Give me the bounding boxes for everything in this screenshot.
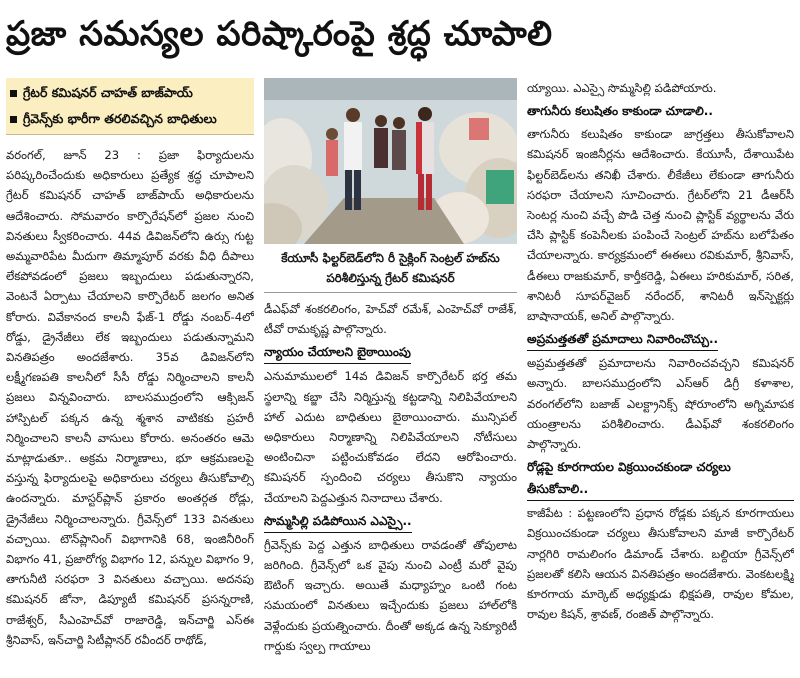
highlight-text: గ్రీవెన్స్‌కు భారీగా తరలివచ్చిన బాధితులు bbox=[23, 111, 217, 126]
article-body-left: వరంగల్, జూన్ 23 : ప్రజా ఫిర్యాదులను పరిష్కరించేందుకు అధికారులు ప్రత్యేక శ్రద్ధ చూపాలని గ్రేటర్ కమిషనర్ చాహత్ బాజ్‌పాయ్ అధికారులను ఆదేశించారు. సోమవారం కార్పొరేషన్‌లో ప్రజల నుంచి వినతులు స్వీకరించారు. 44వ డివిజన్‌లోని ఉర్సు గుట్ట అమ్మవారిపేట మీదుగా తిమ్మాపూర్ వరకు వీధి దీపాలు లేకపోవడంలో ప్రజలు ఇబ్బందులు పడుతున్నారని, వెంటనే ఏర్పాటు చేయాలని కార్పొరేటర్ జలగం అనిత కోరారు. వివేకానంద కాలనీ ఫేజ్-1 రోడ్డు నంబర్-4లో రోడ్డు, డ్రైనేజీలు లేక ఇబ్బందులు పడుతున్నామని వినతిపత్రం అందజేశారు. 35వ డివిజన్‌లోని లక్ష్మీగణపతి కాలనీలో సీసీ రోడ్డు నిర్మించాలని కాలనీ ప్రజలు విన్నవించారు. బాలసముద్రంలోని ఆక్సిజన్ హాస్పిటల్ పక్కన ఉన్న శ్మశాన వాటికకు ప్రహరీ నిర్మించాలని కాలనీ వాసులు కోరారు. అనంతరం ఆమె మాట్లాడుతూ.. అక్రమ నిర్మాణాలు, భూ ఆక్రమణలపై వస్తున్న ఫిర్యాదులపై అధికారులు చర్యలు తీసుకోవాల్సి ఉందన్నారు. మాస్టర్‌ప్లాన్ ప్రకారం అంతర్గత రోడ్లు, డ్రైనేజీలు నిర్మించాలన్నారు. గ్రీవెన్స్‌లో 133 వినతులు వచ్చాయి. టౌన్‌ప్లానింగ్ విభాగానికి 68, ఇంజినీరింగ్ విభాగం 41, ప్రజారోగ్య విభాగం 12, పన్నుల విభాగం 9, తాగునీటి సరఫరా 3 వినతులు వచ్చాయి. అదనపు కమిషనర్ జోనా, డిప్యూటీ కమిషనర్ ప్రసన్నరాణి, రాజేశ్వర్, సీఎంహెచ్‌వో రాజారెడ్డి, ఇన్‌చార్జి ఎస్‌ఈ శ్రీనివాస్, ఇన్‌చార్జి సిటీప్లానర్ రవీందర్ రాథోడ్, bbox=[6, 148, 254, 647]
article-body-right-3: అప్రమత్తతతో ప్రమాదాలను నివారించవచ్చని కమిషనర్ అన్నారు. బాలసముద్రంలోని ఎస్‌ఆర్ డిగ్రీ కళాశాల, వరంగల్‌లోని బజాజ్ ఎలక్ట్రానిక్స్ షోరూంలోని అగ్నిమాపక యంత్రాలను పరిశీలించారు. డీఎఫ్‌వో శంకరలింగం పాల్గొన్నారు. bbox=[527, 356, 794, 452]
subheading: న్యాయం చేయాలని బైఠాయింపు bbox=[264, 341, 411, 364]
highlight-item bbox=[10, 80, 250, 106]
right-column bbox=[527, 78, 794, 672]
article-body-right-2: తాగునీరు కలుషితం కాకుండా జాగ్రత్తలు తీసుకోవాలని కమిషనర్ ఇంజినీర్లను ఆదేశించారు. కేయూసీ, దేశాయిపేట ఫిల్టర్‌బెడ్‌లను తనిఖీ చేశారు. లీకేజీలు లేకుండా తాగునీరు సరఫరా చేయాలని సూచించారు. గ్రేటర్‌లోని 21 డీఆర్‌సీ సెంటర్ల నుంచి వచ్చే పొడి చెత్త నుంచి ప్లాస్టిక్ వ్యర్థాలను వేరు చేసి ప్లాస్టిక్ కంపెనీలకు పంపించే సెంట్రల్ హబ్‌ను బలోపేతం చేయాలన్నారు. కార్యక్రమంలో ఈఈలు రవికుమార్, శ్రీనివాస్, డీఈలు రాజకుమార్, కార్తీకరెడ్డి, ఏఈలు హరికుమార్, సరిత, శానిటరీ సూపర్‌వైజర్ నరేందర్, శానిటరీ ఇన్‌స్పెక్టర్లు బాషానాయక్, అనిల్ పాల్గొన్నారు. bbox=[527, 127, 794, 324]
square-bullet-icon bbox=[10, 90, 17, 97]
subheading: తాగునీరు కలుషితం కాకుండా చూడాలి.. bbox=[527, 104, 713, 119]
subheading: రోడ్లపై కూరగాయల విక్రయించకుండా చర్యలు తీసుకోవాలి.. bbox=[527, 456, 794, 501]
square-bullet-icon bbox=[10, 116, 17, 123]
subheading: అప్రమత్తతతో ప్రమాదాలు నివారించొచ్చు.. bbox=[527, 328, 718, 351]
photo-caption: కేయూసీ ఫిల్టర్‌బెడ్‌లోని రీ సైక్లింగ్ సెంట్రల్ హబ్‌ను పరిశీలిస్తున్న గ్రేటర్ కమిషనర్ bbox=[264, 244, 517, 293]
highlight-item bbox=[10, 106, 250, 132]
left-column bbox=[6, 78, 254, 672]
highlights-box bbox=[6, 78, 254, 135]
article-body-right-4: కాజీపేట : పట్టణంలోని ప్రధాన రోడ్లకు పక్కన కూరగాయలు విక్రయించకుండా చర్యలు తీసుకోవాలని మాజీ కార్పొరేటర్ నార్లగిరి రామలింగం డిమాండ్ చేశారు. బల్దియా గ్రీవెన్స్‌లో ప్రజలతో కలిసి ఆయన వినతిపత్రం అందజేశారు. వెంకటలక్ష్మి కూరగాయ మార్కెట్ అధ్యక్షుడు భిక్షపతి, రావుల కోమల, రావుల కిషన్, శ్రావణ్, రంజిత్ పాల్గొన్నారు. bbox=[527, 506, 794, 622]
article-body-right-1: య్యాయి. ఎఎస్సై సొమ్మసిల్లి పడిపోయారు. bbox=[527, 81, 717, 95]
photo-illustration bbox=[264, 78, 517, 244]
highlight-text: గ్రేటర్ కమిషనర్ చాహత్ బాజ్‌పాయ్ bbox=[23, 85, 193, 100]
middle-column bbox=[264, 78, 517, 672]
article-body-mid-2: ఎనుమాములలో 14వ డివిజన్ కార్పొరేటర్ భర్త తమ స్థలాన్ని కబ్జా చేసి నిర్మిస్తున్న కట్టడాన్ని నిలిపివేయాలని హాల్ ఎదుట బాధితులు బైఠాయించారు. మున్సిపల్ అధికారులు నిర్మాణాన్ని నిలిపివేయాలని నోటీసులు అంటించినా పట్టించుకోవడం లేదని ఆరోపించారు. కమిషనర్ స్పందించి చర్యలు తీసుకొని న్యాయం చేయాలని పెద్దఎత్తున నినాదాలు చేశారు. bbox=[264, 369, 517, 505]
headline: ప్రజా సమస్యల పరిష్కారంపై శ్రద్ధ చూపాలి bbox=[6, 14, 553, 54]
article-body-mid-3: గ్రీవెన్స్‌కు పెద్ద ఎత్తున బాధితులు రావడంతో తోపులాట జరిగింది. గ్రీవెన్స్‌లో ఒక వైపు నుంచి ఎంట్రీ మరో వైపు ఔటింగ్ ఇచ్చారు. అయితే మధ్యాహ్నం ఒంటి గంట సమయంలో వినతులు ఇచ్చేందుకు ప్రజలు హాల్‌లోకి వెళ్లేందుకు ప్రయత్నించారు. దీంతో అక్కడ ఉన్న సెక్యూరిటీ గార్డుకు స్వల్ప గాయాలు bbox=[264, 537, 517, 653]
subheading: సొమ్మసిల్లి పడిపోయిన ఎఎస్సై.. bbox=[264, 510, 412, 533]
article-body-mid-1: డీఎఫ్‌వో శంకరలింగం, హెచ్‌వో రమేశ్, ఎంహెచ్‌వో రాజేశ్, టీవో రామకృష్ణ పాల్గొన్నారు. bbox=[264, 302, 517, 337]
article-photo bbox=[264, 78, 517, 244]
